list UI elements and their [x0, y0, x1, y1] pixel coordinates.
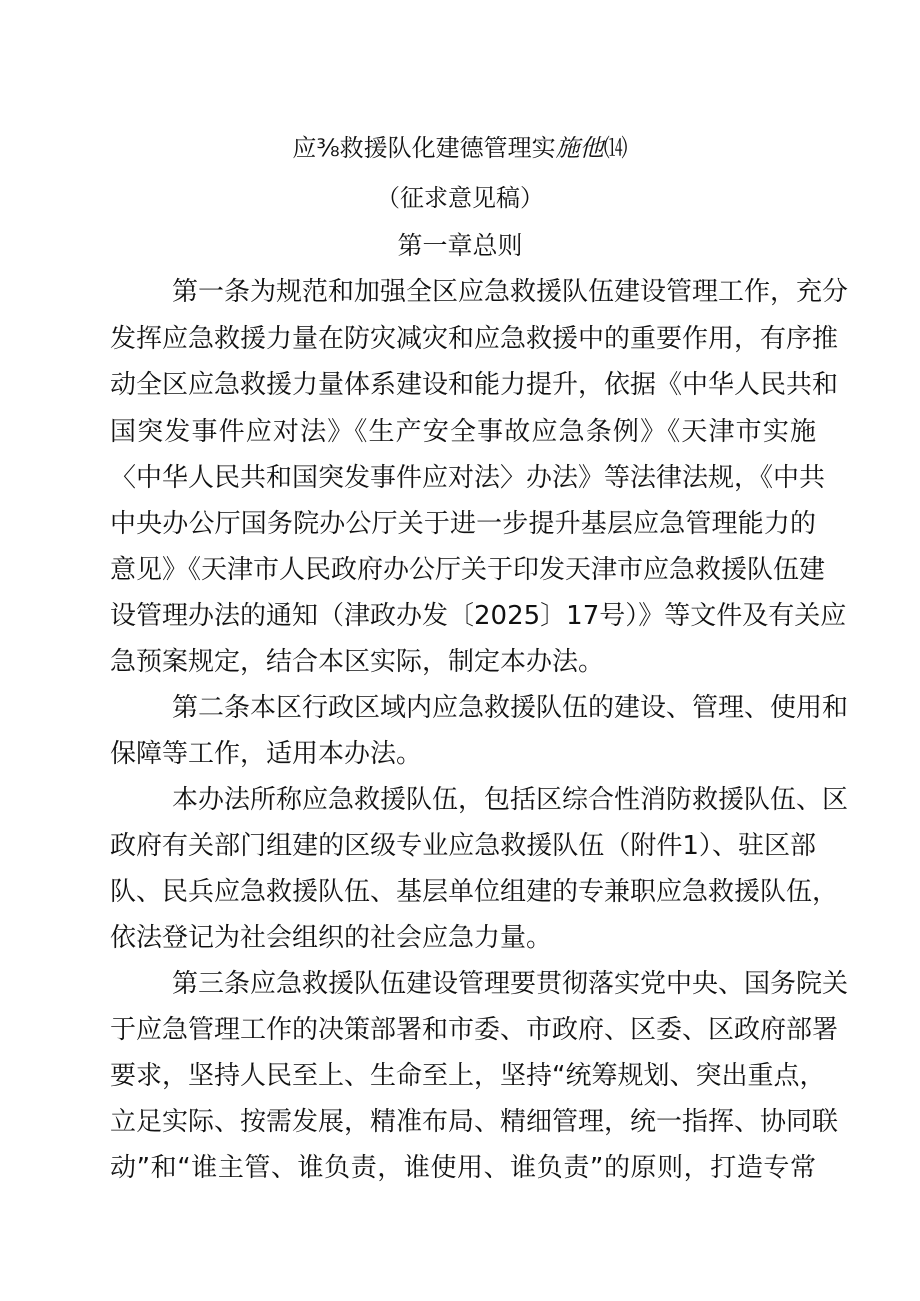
paragraph-line: 〈中华人民共和国突发事件应对法〉办法》等法律法规，《中共 — [110, 463, 826, 493]
paragraph-line: 中央办公厅国务院办公厅关于进一步提升基层应急管理能力的 — [110, 509, 816, 539]
paragraph-line: 设管理办法的通知（津政办发〔2025〕17号）》等文件及有关应 — [110, 601, 847, 631]
document-subtitle: （征求意见稿） — [376, 184, 544, 212]
paragraph-line: 意见》《天津市人民政府办公厅关于印发天津市应急救援队伍建 — [110, 555, 826, 585]
paragraph-line: 第一条为规范和加强全区应急救援队伍建设管理工作，充分 — [172, 277, 849, 307]
paragraph-line: 于应急管理工作的决策部署和市委、市政府、区委、区政府部署 — [110, 1015, 839, 1045]
document-title-end: ⒁ — [603, 134, 628, 162]
paragraph-line: 本办法所称应急救援队伍，包括区综合性消防救援队伍、区 — [172, 785, 849, 815]
paragraph-line: 队、民兵应急救援队伍、基层单位组建的专兼职应急救援队伍， — [110, 877, 839, 907]
paragraph-line: 保障等工作，适用本办法。 — [110, 739, 423, 769]
paragraph-line: 立足实际、按需发展，精准布局、精细管理，统一指挥、协同联 — [110, 1107, 839, 1137]
paragraph-line: 依法登记为社会组织的社会应急力量。 — [110, 923, 553, 953]
paragraph-line: 要求，坚持人民至上、生命至上，坚持“统筹规划、突出重点， — [110, 1061, 826, 1091]
paragraph-line: 发挥应急救援力量在防灾减灾和应急救援中的重要作用，有序推 — [110, 324, 839, 354]
paragraph-line: 第三条应急救援队伍建设管理要贯彻落实党中央、国务院关 — [172, 969, 849, 999]
paragraph-line: 动”和“谁主管、谁负责，谁使用、谁负责”的原则，打造专常 — [110, 1153, 816, 1183]
chapter-title: 第一章总则 — [397, 231, 523, 260]
paragraph-line: 第二条本区行政区域内应急救援队伍的建设、管理、使用和 — [172, 693, 849, 723]
document-title-italic: 施他 — [555, 134, 604, 162]
paragraph-line: 动全区应急救援力量体系建设和能力提升，依据《中华人民共和 — [110, 370, 839, 400]
paragraph-line: 急预案规定，结合本区实际，制定本办法。 — [110, 647, 605, 677]
paragraph-line: 政府有关部门组建的区级专业应急救援队伍（附件1）、驻区部 — [110, 831, 816, 861]
paragraph-line: 国突发事件应对法》《生产安全事故应急条例》《天津市实施 — [110, 417, 816, 447]
document-title — [0, 128, 920, 168]
document-title-main: 应⅜救援队化建德管理实 — [292, 134, 556, 162]
